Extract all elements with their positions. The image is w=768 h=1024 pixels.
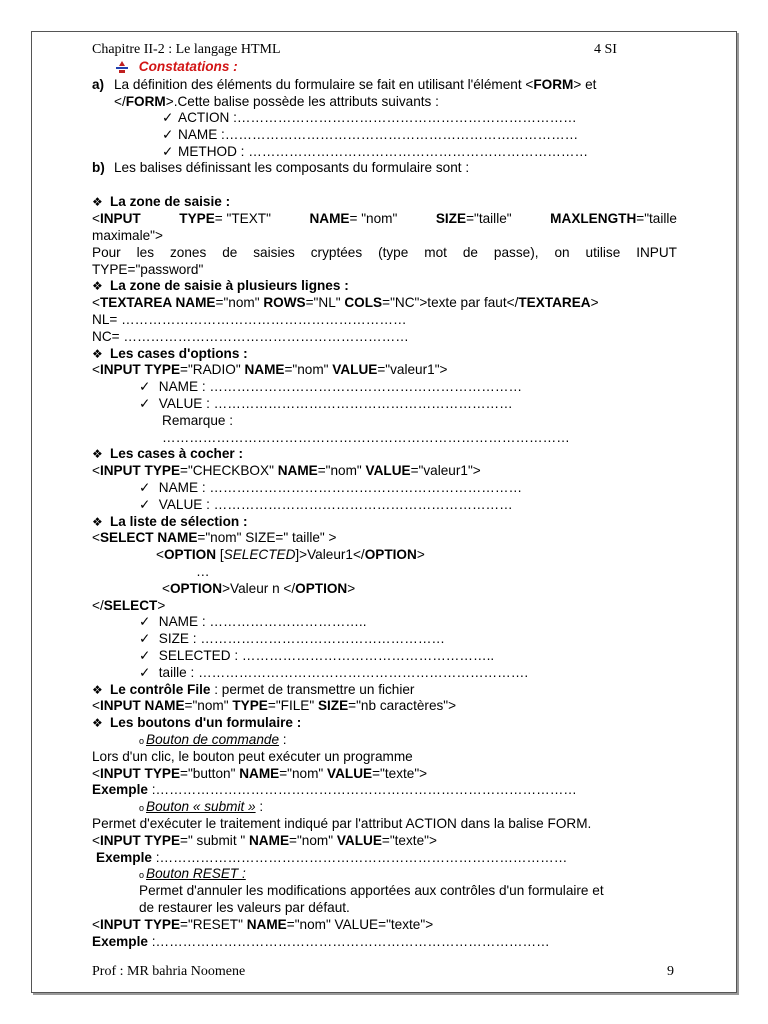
check-icon: ✓ — [139, 631, 151, 646]
bouton-commande-code: <INPUT TYPE="button" NAME="nom" VALUE="texte"> — [92, 766, 428, 781]
bouton-submit-code: <INPUT TYPE=" submit " NAME="nom" VALUE="texte"> — [92, 833, 437, 848]
class-label: 4 SI — [594, 42, 617, 57]
section-file: ❖ Le contrôle File : permet de transmettre un fichier — [92, 682, 415, 697]
attr-name: ✓ NAME :…………………………………………………………………… — [162, 127, 579, 142]
section-zone-saisie: ❖ La zone de saisie : — [92, 194, 231, 209]
radio-code: <INPUT TYPE="RADIO" NAME="nom" VALUE="valeur1"> — [92, 362, 448, 377]
diamond-bullet-icon: ❖ — [92, 347, 103, 361]
chapter-title: Chapitre II-2 : Le langage HTML — [92, 42, 281, 57]
zone-saisie-code-cont: maximale"> — [92, 228, 163, 243]
select-selected: ✓ SELECTED : ……………………………………………….. — [139, 648, 495, 663]
bouton-submit-exemple: Exemple :……………………………………………………………………………… — [96, 850, 568, 865]
section-cocher: ❖ Les cases à cocher : — [92, 446, 243, 461]
diamond-bullet-icon: ❖ — [92, 716, 103, 730]
bouton-commande-desc: Lors d'un clic, le bouton peut exécuter un programme — [92, 749, 413, 764]
diamond-bullet-icon: ❖ — [92, 195, 103, 209]
a-marker: a) — [92, 77, 105, 92]
checkbox-code: <INPUT TYPE="CHECKBOX" NAME="nom" VALUE="valeur1"> — [92, 463, 481, 478]
bouton-reset-code: <INPUT TYPE="RESET" NAME="nom" VALUE="texte"> — [92, 917, 434, 932]
check-icon: ✓ — [139, 665, 151, 680]
select-end: </SELECT> — [92, 598, 166, 613]
check-icon: ✓ — [139, 480, 151, 495]
bouton-submit-desc: Permet d'exécuter le traitement indiqué par l'attribut ACTION dans la balise FORM. — [92, 816, 592, 831]
diamond-bullet-icon: ❖ — [92, 683, 103, 697]
radio-remarque: Remarque : — [162, 413, 234, 428]
section-zone-multi: ❖ La zone de saisie à plusieurs lignes : — [92, 278, 349, 293]
bouton-reset-desc1: Permet d'annuler les modifications apportées aux contrôles d'un formulaire et — [139, 883, 604, 898]
select-code: <SELECT NAME="nom" SIZE=" taille" > — [92, 530, 337, 545]
a-line2: </FORM>.Cette balise possède les attributs suivants : — [114, 94, 439, 109]
select-taille: ✓ taille : ………………………………………………………………. — [139, 665, 529, 680]
footer-author: Prof : MR bahria Noomene — [92, 964, 246, 979]
constatations-heading — [115, 59, 238, 75]
pointer-icon — [115, 61, 129, 73]
attr-action: ✓ ACTION :………………………………………………………………… — [162, 110, 577, 125]
bouton-reset-desc2: de restaurer les valeurs par défaut. — [139, 900, 350, 915]
check-icon: ✓ — [139, 648, 151, 663]
check-icon: ✓ — [139, 614, 151, 629]
check-icon: ✓ — [162, 127, 174, 142]
circle-bullet-icon: o — [139, 803, 145, 813]
radio-name: ✓ NAME : …………………………………………………………… — [139, 379, 523, 394]
check-icon: ✓ — [139, 396, 151, 411]
section-boutons: ❖ Les boutons d'un formulaire : — [92, 715, 302, 730]
select-size: ✓ SIZE : ……………………………………………… — [139, 631, 446, 646]
textarea-code: <TEXTAREA NAME="nom" ROWS="NL" COLS="NC">texte par faut</TEXTAREA> — [92, 295, 599, 310]
circle-bullet-icon: o — [139, 870, 145, 880]
diamond-bullet-icon: ❖ — [92, 279, 103, 293]
check-icon: ✓ — [162, 110, 174, 125]
radio-value: ✓ VALUE : ………………………………………………………… — [139, 396, 513, 411]
b-text: Les balises définissant les composants du formulaire sont : — [114, 160, 470, 175]
bouton-commande-exemple: Exemple :………………………………………………………………………………… — [92, 782, 577, 797]
bouton-submit-heading: o Bouton « submit » : — [139, 799, 264, 814]
radio-remarque-dots: ……………………………………………………………………………… — [162, 430, 570, 445]
attr-method: ✓ METHOD : ………………………………………………………………… — [162, 144, 589, 159]
zone-saisie-note-cont: TYPE="password" — [92, 262, 204, 277]
bouton-reset-exemple: Exemple :…………………………………………………………………………… — [92, 934, 550, 949]
check-icon: ✓ — [139, 497, 151, 512]
checkbox-value: ✓ VALUE : ………………………………………………………… — [139, 497, 513, 512]
file-code: <INPUT NAME="nom" TYPE="FILE" SIZE="nb caractères"> — [92, 698, 457, 713]
constatations-label: Constatations : — [138, 59, 238, 74]
b-marker: b) — [92, 160, 105, 175]
section-liste: ❖ La liste de sélection : — [92, 514, 248, 529]
nl-line: NL= ……………………………………………………… — [92, 312, 407, 327]
diamond-bullet-icon: ❖ — [92, 447, 103, 461]
zone-saisie-code: <INPUT TYPE= "TEXT" NAME= "nom" SIZE="taille" MAXLENGTH="taille — [92, 211, 677, 226]
check-icon: ✓ — [139, 379, 151, 394]
section-options: ❖ Les cases d'options : — [92, 346, 248, 361]
bouton-reset-heading: o Bouton RESET : — [139, 866, 246, 881]
check-icon: ✓ — [162, 144, 174, 159]
select-name: ✓ NAME : …………………………….. — [139, 614, 367, 629]
option-last: <OPTION>Valeur n </OPTION> — [162, 581, 356, 596]
circle-bullet-icon: o — [139, 736, 145, 746]
option-first: <OPTION [SELECTED]>Valeur1</OPTION> — [156, 547, 425, 562]
option-ellipsis: … — [196, 564, 210, 579]
nc-line: NC= ……………………………………………………… — [92, 329, 409, 344]
zone-saisie-note: Pour les zones de saisies cryptées (type mot de passe), on utilise INPUT — [92, 245, 677, 260]
checkbox-name: ✓ NAME : …………………………………………………………… — [139, 480, 523, 495]
a-line1: La définition des éléments du formulaire se fait en utilisant l'élément <FORM> et — [114, 77, 597, 92]
page-number: 9 — [667, 964, 674, 979]
bouton-commande-heading: o Bouton de commande : — [139, 732, 287, 747]
diamond-bullet-icon: ❖ — [92, 515, 103, 529]
